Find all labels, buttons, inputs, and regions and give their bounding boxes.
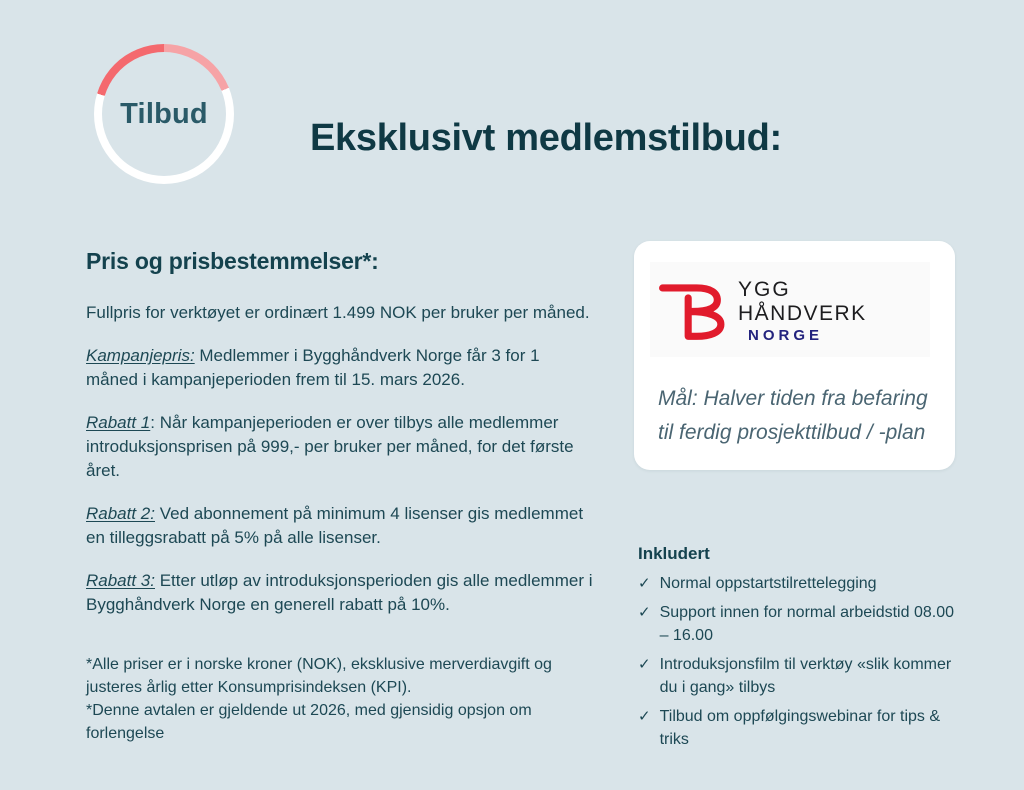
pricing-paragraph-kampanjepris: [86, 344, 594, 392]
list-item-text: Introduksjonsfilm til verktøy «slik kommer du i gang» tilbys: [659, 656, 952, 696]
list-item: [638, 705, 962, 751]
goal-text: Mål: Halver tiden fra befaring til ferdig prosjekttilbud / -plan: [658, 387, 928, 444]
paragraph-text: : Når kampanjeperioden er over tilbys alle medlemmer introduksjonsprisen på 999,- per bruker per måned, for det første året.: [86, 413, 574, 480]
page-title: Eksklusivt medlemstilbud:: [310, 117, 782, 160]
offer-badge-ring: [94, 44, 234, 184]
offer-badge-label: Tilbud: [120, 97, 208, 130]
check-icon: ✓: [638, 604, 651, 621]
paragraph-lead: Rabatt 3:: [86, 571, 155, 590]
logo-line-handverk: HÅNDVERK: [738, 301, 867, 325]
paragraph-lead: Rabatt 1: [86, 413, 151, 432]
offer-badge: [102, 52, 226, 176]
paragraph-text: Ved abonnement på minimum 4 lisenser gis medlemmet en tilleggsrabatt på 5% på alle lisenser.: [86, 504, 584, 547]
included-heading: Inkludert: [638, 544, 710, 563]
partner-card: [634, 241, 955, 470]
footnote-line: *Denne avtalen er gjeldende ut 2026, med gjensidig opsjon om forlengelse: [86, 702, 532, 742]
pricing-heading: Pris og prisbestemmelser*:: [86, 248, 379, 274]
pricing-paragraph-rabatt-1: [86, 411, 594, 483]
pricing-section: [86, 248, 594, 745]
pricing-paragraph-rabatt-2: [86, 502, 594, 550]
list-item: [638, 653, 962, 699]
footnote-line: *Alle priser er i norske kroner (NOK), eksklusive merverdiavgift og justeres årlig etter Konsumprisindeksen (KPI).: [86, 656, 552, 696]
check-icon: ✓: [638, 656, 651, 673]
check-icon: ✓: [638, 708, 651, 725]
list-item-text: Support innen for normal arbeidstid 08.00 – 16.00: [659, 604, 954, 644]
included-section: [638, 544, 962, 757]
list-item-text: Tilbud om oppfølgingswebinar for tips & triks: [659, 708, 941, 748]
bygghandverk-logo: [650, 262, 930, 357]
check-icon: ✓: [638, 575, 651, 592]
list-item: [638, 601, 962, 647]
list-item-text: Normal oppstartstilrettelegging: [659, 575, 877, 592]
logo-line-norge: NORGE: [748, 326, 824, 344]
paragraph-text: Fullpris for verktøyet er ordinært 1.499 NOK per bruker per måned.: [86, 303, 590, 322]
paragraph-lead: Kampanjepris:: [86, 346, 195, 365]
logo-line-ygg: YGG: [738, 277, 791, 301]
pricing-paragraph-fullpris: [86, 301, 594, 325]
included-list: [638, 572, 962, 751]
pricing-paragraph-rabatt-3: [86, 569, 594, 617]
paragraph-lead: Rabatt 2:: [86, 504, 155, 523]
bygghandverk-b-icon: [656, 278, 736, 342]
logo-wordmark: [738, 279, 867, 343]
pricing-footnotes: [86, 653, 594, 745]
paragraph-text: Medlemmer i Bygghåndverk Norge får 3 for 1 måned i kampanjeperioden frem til 15. mars 2026.: [86, 346, 540, 389]
list-item: [638, 572, 962, 595]
paragraph-text: Etter utløp av introduksjonsperioden gis alle medlemmer i Bygghåndverk Norge en generell rabatt på 10%.: [86, 571, 593, 614]
